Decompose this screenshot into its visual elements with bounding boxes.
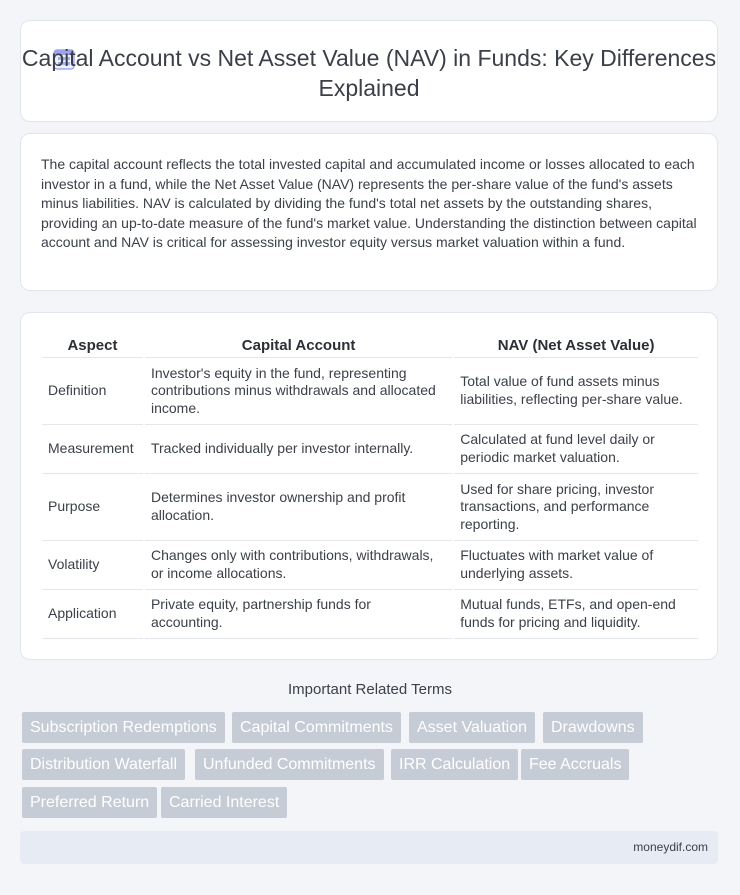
row-aspect: Definition	[42, 358, 144, 425]
tag-irr-calculation[interactable]: IRR Calculation	[391, 749, 518, 780]
tag-distribution-waterfall[interactable]: Distribution Waterfall	[22, 749, 185, 780]
row-capital-account: Changes only with contributions, withdrawals, or income allocations.	[144, 541, 453, 590]
intro-card	[20, 133, 718, 291]
row-capital-account: Investor's equity in the fund, representing contributions minus withdrawals and allocated income.	[144, 358, 453, 425]
tag-carried-interest[interactable]: Carried Interest	[161, 787, 287, 818]
row-nav: Mutual funds, ETFs, and open-end funds for pricing and liquidity.	[453, 590, 698, 639]
comparison-table	[42, 333, 698, 639]
table-row	[42, 474, 698, 541]
table-row	[42, 358, 698, 425]
table-row	[42, 425, 698, 474]
row-aspect: Purpose	[42, 474, 144, 541]
row-aspect: Volatility	[42, 541, 144, 590]
tag-fee-accruals[interactable]: Fee Accruals	[521, 749, 629, 780]
tag-subscription-redemptions[interactable]: Subscription Redemptions	[22, 712, 225, 743]
row-capital-account: Determines investor ownership and profit allocation.	[144, 474, 453, 541]
table-row	[42, 590, 698, 639]
row-aspect: Application	[42, 590, 144, 639]
tag-unfunded-commitments[interactable]: Unfunded Commitments	[195, 749, 384, 780]
tag-capital-commitments[interactable]: Capital Commitments	[232, 712, 401, 743]
tag-drawdowns[interactable]: Drawdowns	[543, 712, 643, 743]
row-nav: Used for share pricing, investor transactions, and performance reporting.	[453, 474, 698, 541]
header-capital-account: Capital Account	[144, 333, 453, 358]
tag-preferred-return[interactable]: Preferred Return	[22, 787, 157, 818]
row-capital-account: Private equity, partnership funds for accounting.	[144, 590, 453, 639]
comparison-table-card	[20, 312, 718, 660]
table-row	[42, 541, 698, 590]
page-title: Capital Account vs Net Asset Value (NAV) in Funds: Key Differences Explained	[21, 45, 717, 101]
row-aspect: Measurement	[42, 425, 144, 474]
footer-site[interactable]: moneydif.com	[633, 840, 708, 854]
tag-asset-valuation[interactable]: Asset Valuation	[409, 712, 535, 743]
row-nav: Total value of fund assets minus liabilities, reflecting per-share value.	[453, 358, 698, 425]
row-nav: Fluctuates with market value of underlying assets.	[453, 541, 698, 590]
intro-paragraph: The capital account reflects the total invested capital and accumulated income or losses allocated to each investor in a fund, while the Net Asset Value (NAV) represents the per-share value of the fund's assets minus liabilities. NAV is calculated by dividing the fund's total net assets by the outstanding shares, providing an up-to-date measure of the fund's market value. Understanding the distinction between capital account and NAV is critical for assessing investor equity versus market valuation within a fund.	[41, 156, 697, 251]
row-nav: Calculated at fund level daily or periodic market valuation.	[453, 425, 698, 474]
footer	[20, 831, 718, 864]
header-aspect: Aspect	[42, 333, 144, 358]
title-card	[20, 20, 718, 122]
table-header-row	[42, 333, 698, 358]
header-nav: NAV (Net Asset Value)	[453, 333, 698, 358]
related-terms-title: Important Related Terms	[288, 681, 452, 698]
row-capital-account: Tracked individually per investor internally.	[144, 425, 453, 474]
